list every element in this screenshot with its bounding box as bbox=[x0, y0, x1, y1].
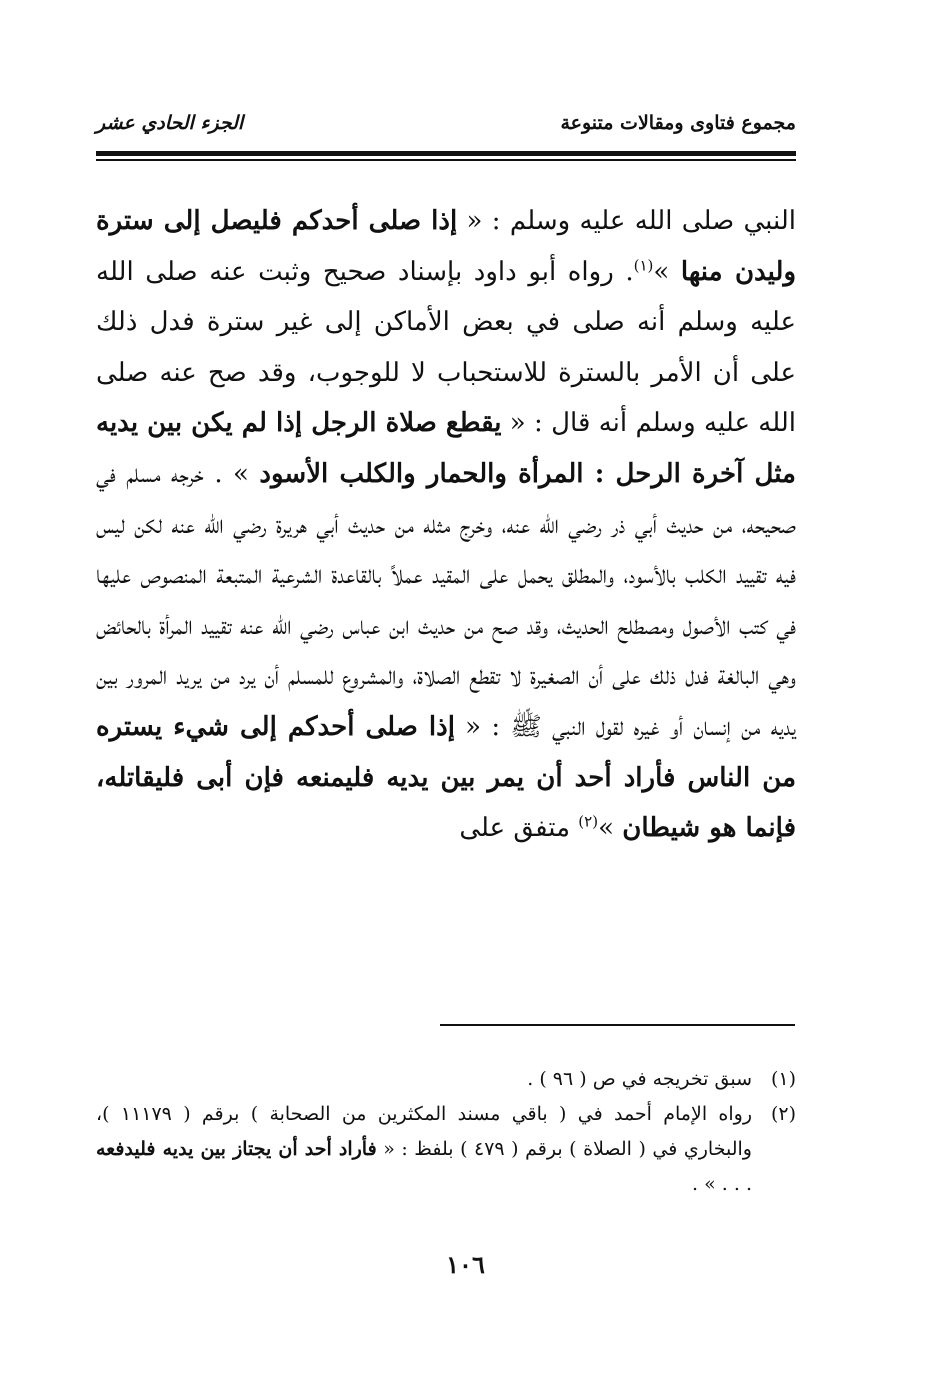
hadith-quote: يقطع صلاة الرجل إذا لم يكن بين يديه مثل آخرة الرحل : المرأة والحمار والكلب الأسود bbox=[96, 408, 796, 489]
body-text-segment: . رواه أبو داود بإسناد صحيح وثبت عنه صلى الله عليه وسلم أنه صلى في بعض الأماكن إلى غير سترة فدل ذلك على أن الأمر بالسترة للاستحباب لا للوجوب، وقد صح عنه صلى الله عليه وسلم أنه قال : « bbox=[96, 256, 796, 439]
page-number: ١٠٦ bbox=[446, 1250, 485, 1279]
body-text-segment: » bbox=[598, 813, 623, 844]
body-text-segment: متفق على bbox=[459, 813, 579, 844]
footnote-item bbox=[96, 1062, 796, 1097]
running-header bbox=[96, 112, 796, 148]
body-text-segment: » . خرجه مسلم في صحيحه، من حديث أبي ذر رضي الله عنه، وخرج مثله من حديث أبي هريرة رضي الله عنه لكن ليس فيه تقييد الكلب بالأسود، والمطلق يحمل على المقيد عملاً بالقاعدة الشرعية المتبعة المنصوص عليها في كتب الأصول ومصطلح الحديث، وقد صح من حديث ابن عباس رضي الله عنه تقييد المرأة بالحائض وهي البالغة فدل ذلك على أن الصغيرة لا تقطع الصلاة، والمشروع للمسلم أن يرد من يريد المرور بين يديه من إنسان أو غيره لقول النبي ﷺ : « bbox=[96, 458, 796, 742]
footnote-quote: فأراد أحد أن يجتاز بين يديه فليدفعه bbox=[96, 1138, 377, 1160]
volume-label: الجزء الحادي عشر bbox=[96, 112, 244, 134]
main-text bbox=[96, 196, 796, 854]
header-rule-thick bbox=[96, 151, 796, 156]
footnote-number: (١) bbox=[770, 1068, 796, 1090]
body-text-segment: » bbox=[653, 256, 681, 287]
header-rule-thin bbox=[96, 159, 796, 161]
footnote-reference[interactable]: (٢) bbox=[578, 812, 599, 831]
footnote-number: (٢) bbox=[770, 1103, 796, 1125]
hadith-quote: إذا صلى أحدكم إلى شيء يستره من الناس فأراد أحد أن يمر بين يديه فليمنعه فإن أبى فليقاتله، فإنما هو شيطان bbox=[96, 711, 796, 844]
body-text-segment: النبي صلى الله عليه وسلم : « bbox=[457, 206, 796, 236]
footnote-text: سبق تخريجه في ص ( ٩٦ ) . bbox=[527, 1068, 752, 1090]
footnote-text bbox=[96, 1097, 752, 1202]
footnote-item bbox=[96, 1097, 796, 1202]
footnote-text-segment: رواه الإمام أحمد في ( باقي مسند المكثرين من الصحابة ) برقم ( ١١١٧٩ )، والبخاري في ( الصلاة ) برقم ( ٤٧٩ ) بلفظ : « bbox=[96, 1103, 752, 1160]
footnote-reference[interactable]: (١) bbox=[633, 255, 654, 274]
hadith-quote: إذا صلى أحدكم فليصل إلى سترة وليدن منها bbox=[96, 206, 797, 287]
body-paragraph bbox=[96, 196, 796, 854]
footnotes bbox=[96, 1062, 796, 1202]
book-title: مجموع فتاوى ومقالات متنوعة bbox=[560, 112, 796, 134]
footnote-text-segment: . . . » . bbox=[692, 1173, 752, 1195]
footnote-separator bbox=[440, 1024, 795, 1026]
